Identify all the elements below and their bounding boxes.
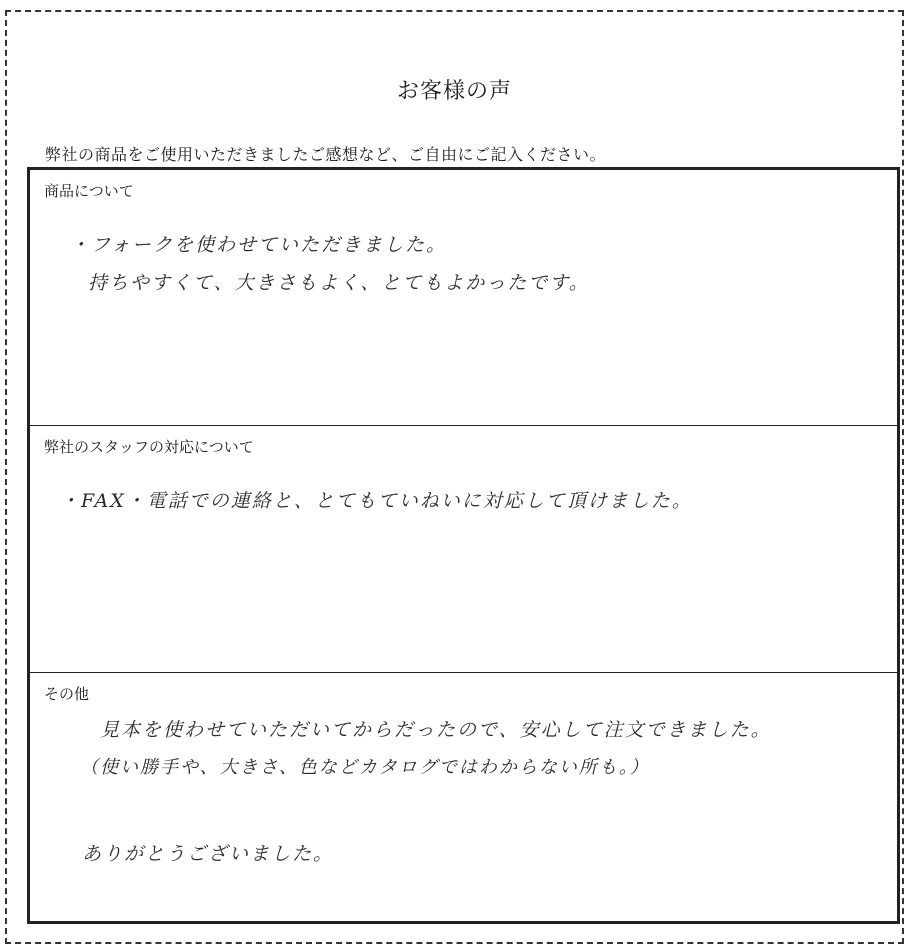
handwritten-line: ・フォークを使わせていただきました。 [70, 234, 448, 256]
section-label-other: その他 [44, 685, 90, 703]
section-staff [30, 425, 897, 672]
instruction-text: 弊社の商品をご使用いただきましたご感想など、ご自由にご記入ください。 [45, 145, 607, 164]
handwritten-line: 持ちやすくて、大きさもよく、とてもよかったです。 [88, 272, 590, 294]
section-label-staff: 弊社のスタッフの対応について [44, 438, 254, 456]
section-product [30, 170, 897, 425]
handwritten-line: ありがとうございました。 [82, 843, 335, 865]
page-title: お客様の声 [396, 79, 512, 104]
handwritten-line: 見本を使わせていただいてからだったので、安心して注文できました。 [100, 719, 772, 741]
section-other [30, 672, 897, 921]
section-label-product: 商品について [44, 182, 134, 200]
feedback-sheet [5, 10, 904, 944]
feedback-form [27, 167, 900, 924]
handwritten-line: （使い勝手や、大きさ、色などカタログではわからない所も。） [80, 757, 650, 778]
handwritten-line: ・FAX・電話での連絡と、とてもていねいに対応して頂けました。 [60, 490, 693, 512]
